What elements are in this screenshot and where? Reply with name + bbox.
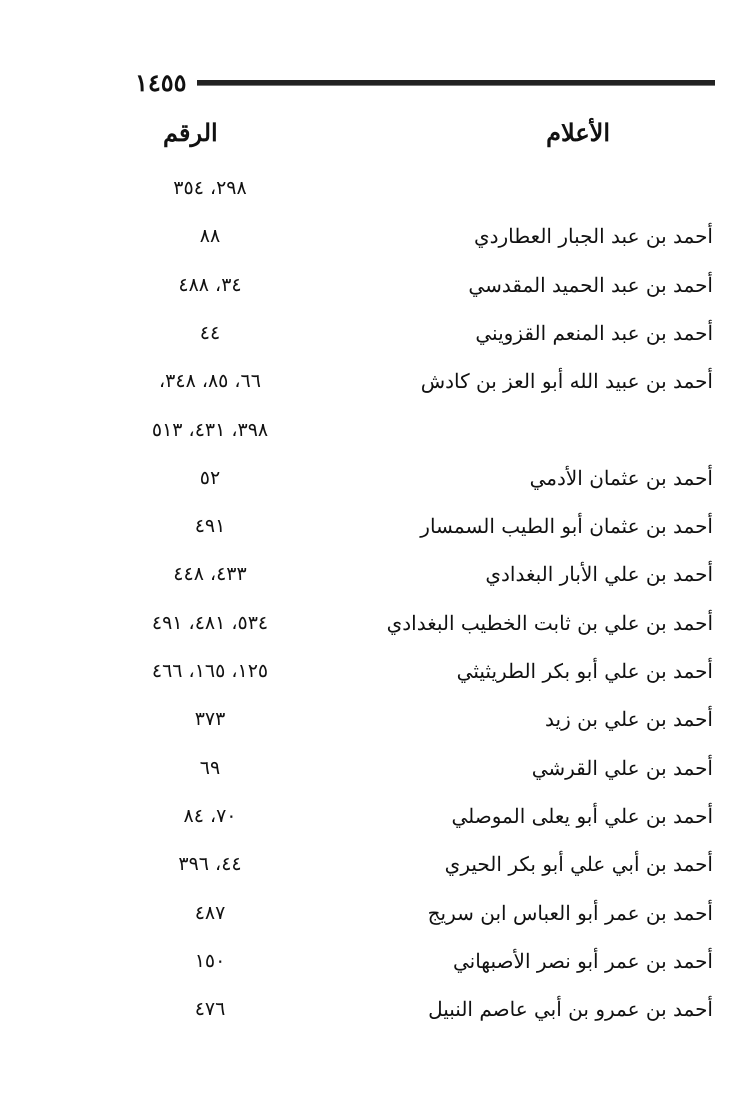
column-title-names: الأعلام xyxy=(546,118,610,147)
entry-references: ٥٣٤، ٤٨١، ٤٩١ xyxy=(151,611,269,634)
index-entry xyxy=(0,458,748,498)
index-entry xyxy=(0,603,748,643)
page-header xyxy=(135,68,715,100)
index-entry xyxy=(0,941,748,981)
entry-references: ٤٤ xyxy=(199,321,221,344)
entry-references: ٣٤، ٤٨٨ xyxy=(178,273,242,296)
index-entry xyxy=(0,651,748,691)
entry-name: أحمد بن عمر أبو العباس ابن سريج xyxy=(427,900,713,925)
entry-name: أحمد بن علي بن زيد xyxy=(545,707,713,732)
entry-name: أحمد بن عمرو بن أبي عاصم النبيل xyxy=(428,997,713,1022)
entry-references: ٨٨ xyxy=(199,225,221,248)
entry-name: أحمد بن علي بن ثابت الخطيب البغدادي xyxy=(386,610,713,635)
entry-name: أحمد بن عبيد الله أبو العز بن كادش xyxy=(420,369,713,394)
index-entry xyxy=(0,168,748,208)
index-entry xyxy=(0,313,748,353)
entry-references: ٥٢ xyxy=(199,466,221,489)
index-entry xyxy=(0,265,748,305)
index-entry xyxy=(0,554,748,594)
entry-name: أحمد بن عمر أبو نصر الأصبهاني xyxy=(452,948,713,973)
entry-references: ٧٠، ٨٤ xyxy=(183,804,237,827)
entry-references: ١٢٥، ١٦٥، ٤٦٦ xyxy=(151,660,269,682)
index-entry xyxy=(0,844,748,884)
entry-references: ٤٧٦ xyxy=(194,998,226,1021)
entry-references: ١٥٠ xyxy=(194,949,226,972)
entry-name: أحمد بن علي أبو بكر الطريثيثي xyxy=(456,659,713,683)
index-entry xyxy=(0,989,748,1029)
entry-name: أحمد بن علي القرشي xyxy=(531,755,713,780)
index-entry xyxy=(0,506,748,546)
entry-name: أحمد بن عبد الحميد المقدسي xyxy=(468,272,713,297)
index-entry xyxy=(0,893,748,933)
entry-references: ٣٩٨، ٤٣١، ٥١٣ xyxy=(151,418,269,441)
index-entry xyxy=(0,361,748,401)
entry-references: ٦٩ xyxy=(199,756,221,779)
entry-references: ٤٣٣، ٤٤٨ xyxy=(173,563,247,586)
entry-references: ٦٦، ٨٥، ٣٤٨، xyxy=(159,370,261,393)
entry-references: ٤٩١ xyxy=(194,515,226,538)
index-entry xyxy=(0,748,748,788)
entry-references: ٢٩٨، ٣٥٤ xyxy=(173,177,247,199)
entry-name: أحمد بن علي الأبار البغدادي xyxy=(485,562,713,587)
entry-references: ٤٨٧ xyxy=(194,901,226,924)
entry-name: أحمد بن عبد المنعم القزويني xyxy=(475,320,713,345)
page-number: ١٤٥٥ xyxy=(135,68,187,97)
index-entry xyxy=(0,796,748,836)
header-rule xyxy=(197,80,715,86)
entry-name: أحمد بن عثمان الأدمي xyxy=(529,465,713,490)
entry-name: أحمد بن علي أبو يعلى الموصلي xyxy=(451,803,713,828)
entry-references: ٣٧٣ xyxy=(194,708,226,731)
column-title-numbers: الرقم xyxy=(163,118,218,147)
index-entry xyxy=(0,410,748,450)
index-entry xyxy=(0,216,748,256)
entry-references: ٤٤، ٣٩٦ xyxy=(178,853,242,876)
entry-name: أحمد بن أبي علي أبو بكر الحيري xyxy=(444,852,713,877)
index-entry xyxy=(0,699,748,739)
entry-name: أحمد بن عثمان أبو الطيب السمسار xyxy=(420,514,713,539)
entry-name: أحمد بن عبد الجبار العطاردي xyxy=(473,224,713,249)
